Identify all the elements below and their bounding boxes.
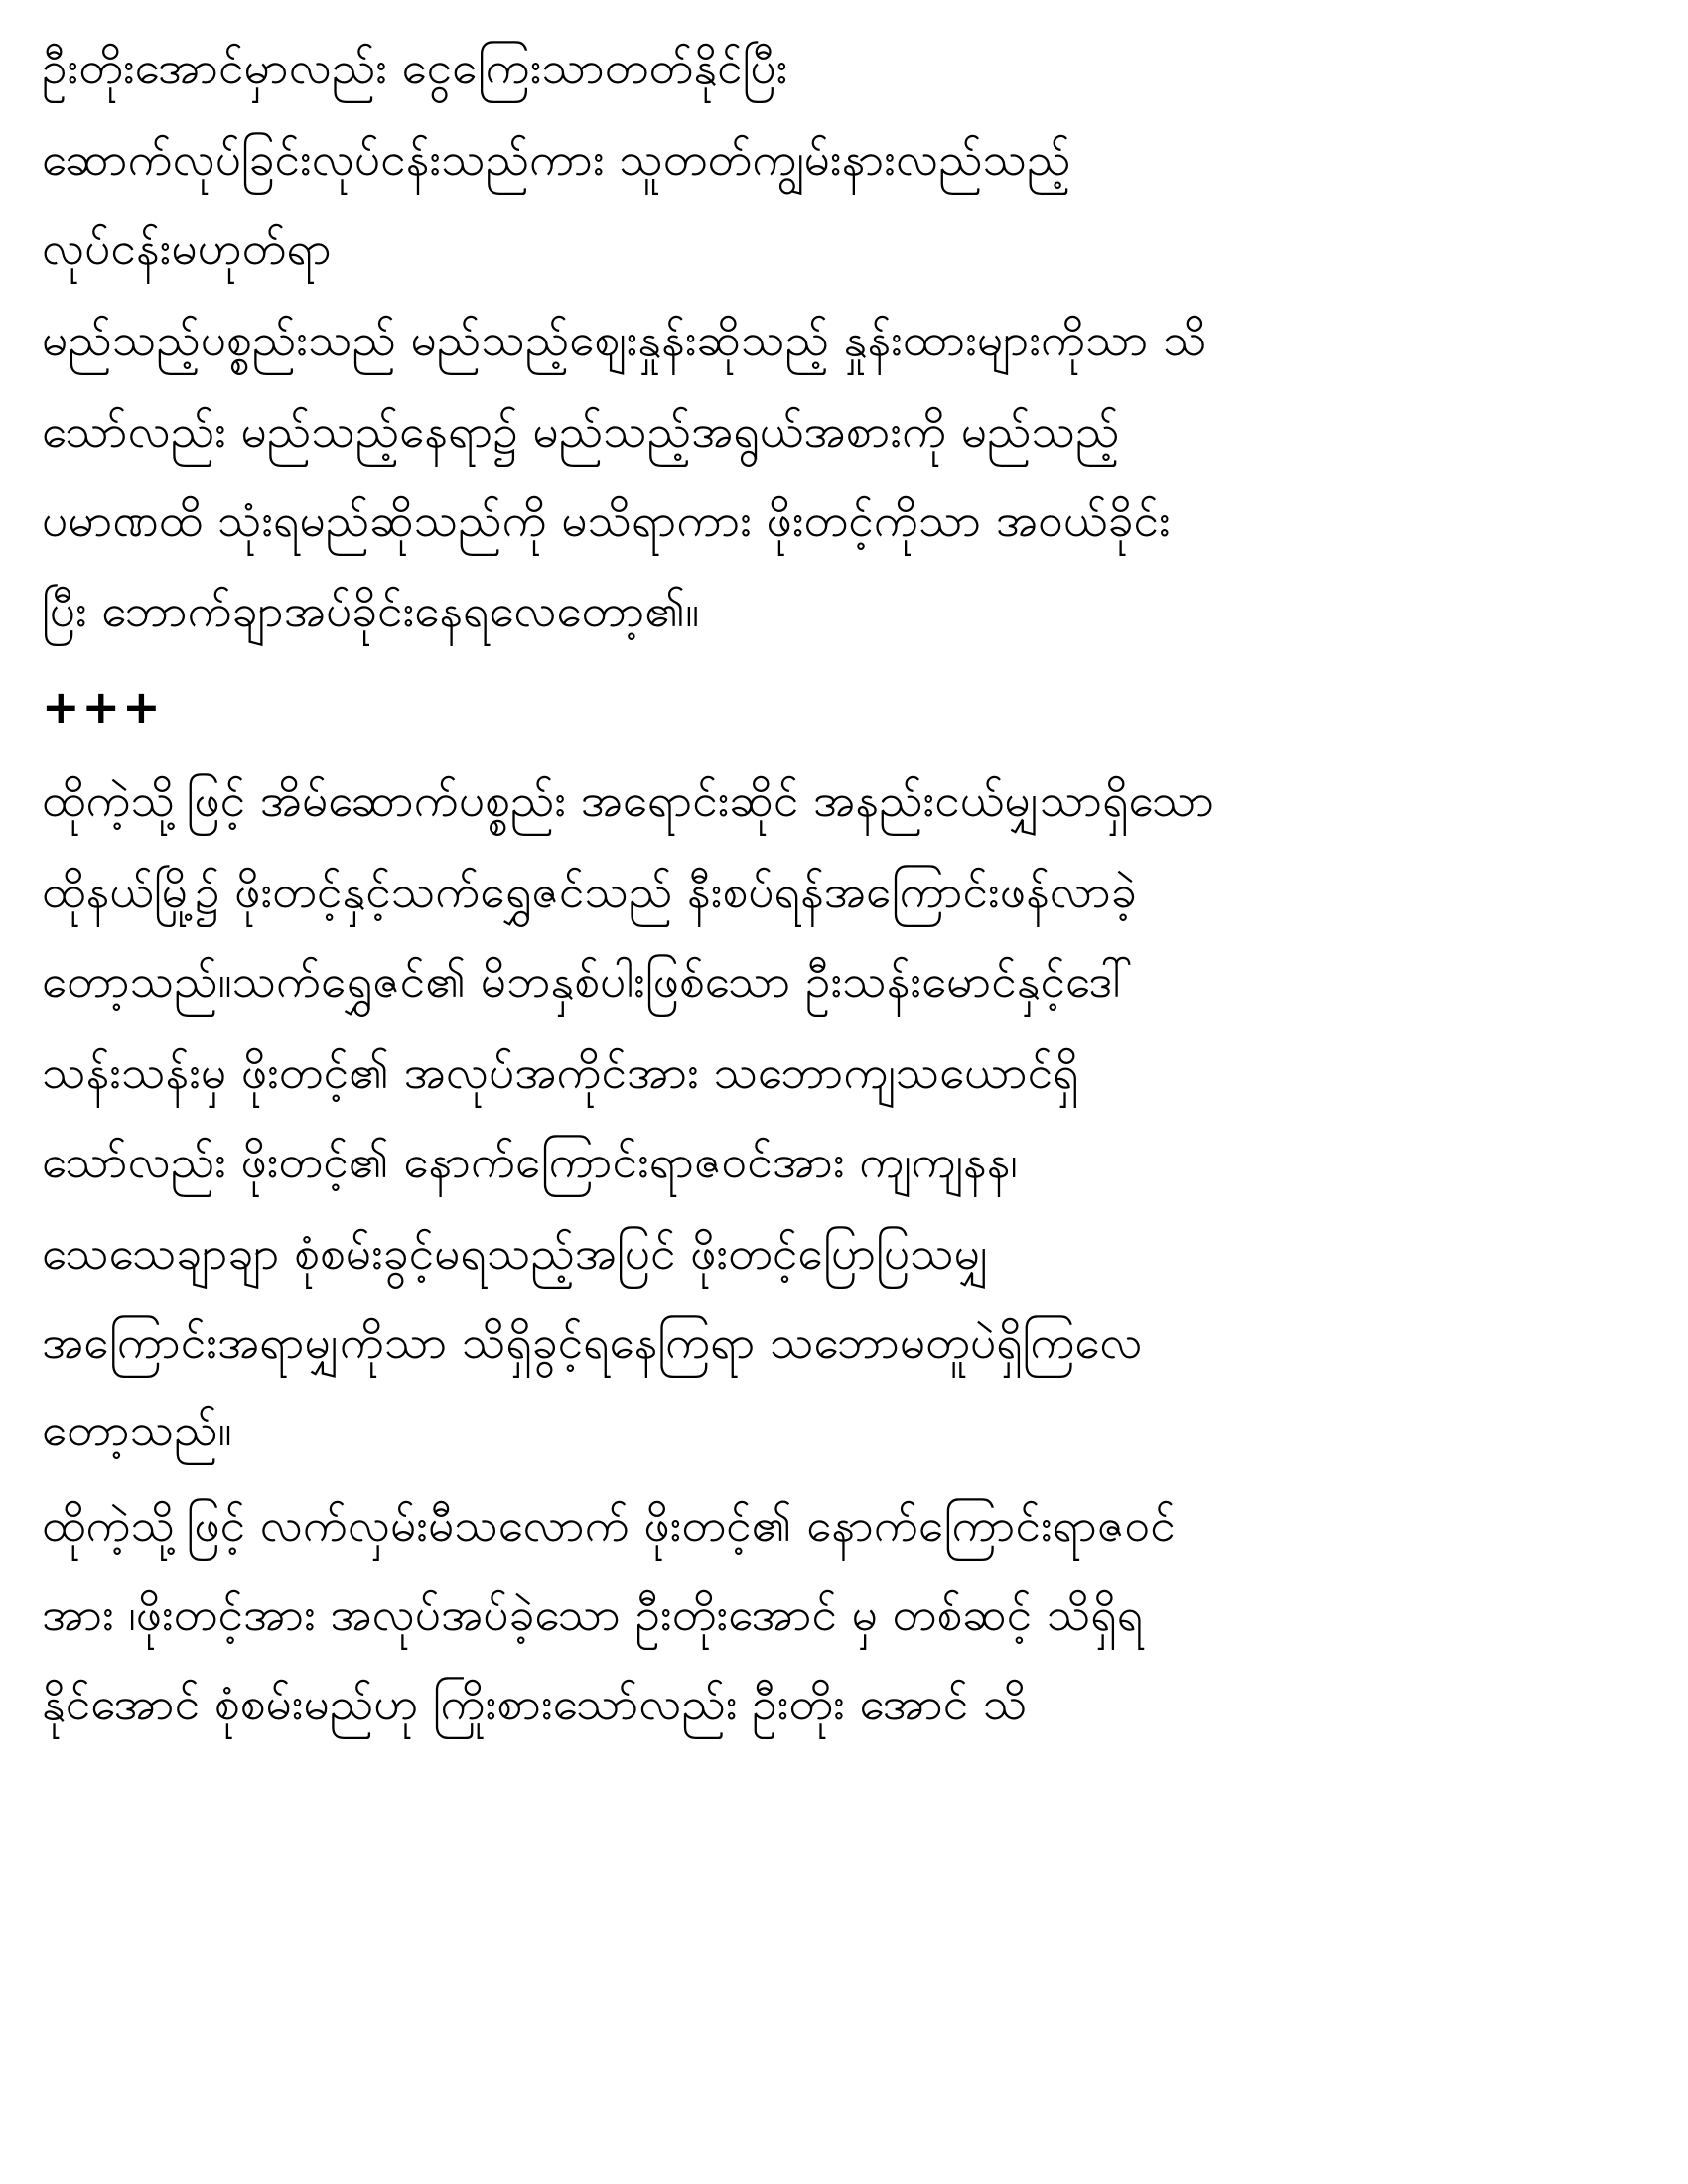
text-line-13: သော်လည်း ဖိုးတင့်၏ နောက်ကြောင်းရာဇ၀င်အား ကျကျနန၊ bbox=[42, 1135, 1018, 1188]
text-line-19: နိုင်အောင် စုံစမ်းမည်ဟု ကြိုးစားသော်လည်း ဦးတိုး အောင် သိ bbox=[42, 1677, 1028, 1730]
section-separator: +++ bbox=[42, 680, 163, 734]
text-line-2: ဆောက်လုပ်ခြင်းလုပ်ငန်းသည်ကား သူတတ်ကျွမ်းနားလည်သည့် bbox=[42, 132, 1071, 186]
text-line-6: ပမာဏထိ သုံးရမည်ဆိုသည်ကို မသိရာကား ဖိုးတင့်ကိုသာ အ၀ယ်ခိုင်း bbox=[42, 493, 1171, 547]
text-line-18: အား ၊ဖိုးတင့်အား အလုပ်အပ်ခဲ့သော ဦးတိုးအောင် မှ တစ်ဆင့် သိရှိရ bbox=[42, 1587, 1144, 1641]
text-line-12: သန်းသန်းမှ ဖိုးတင့်၏ အလုပ်အကိုင်အား သဘောကျသယောင်ရှိ bbox=[42, 1045, 1079, 1099]
text-line-9: ထိုကဲ့သို့ဖြင့် အိမ်ဆောက်ပစ္စည်း အရောင်းဆိုင် အနည်းငယ်မျှသာရှိသော bbox=[42, 773, 1215, 827]
text-line-10: ထိုနယ်မြို့၌ ဖိုးတင့်နှင့်သက်ရွှေဇင်သည် နီးစပ်ရန်အကြောင်းဖန်လာခဲ့ bbox=[42, 865, 1137, 918]
text-line-11: တော့သည်။သက်ရွှေဇင်၏ မိဘနှစ်ပါးဖြစ်သော ဦးသန်းမောင်နှင့်ဒေါ် bbox=[42, 954, 1133, 1008]
text-line-16: တော့သည်။ bbox=[42, 1403, 232, 1456]
text-line-7: ပြီး ဘောက်ချာအပ်ခိုင်းနေရလေတော့၏။ bbox=[42, 584, 700, 637]
text-line-15: အကြောင်းအရာမျှကိုသာ သိရှိခွင့်ရနေကြရာ သဘောမတူပဲရှိကြလေ bbox=[42, 1315, 1143, 1369]
text-line-5: သော်လည်း မည်သည့်နေရာ၌ မည်သည့်အရွယ်အစားကို မည်သည့် bbox=[42, 404, 1120, 458]
text-line-14: သေသေချာချာ စုံစမ်းခွင့်မရသည့်အပြင် ဖိုးတင့်ပြောပြသမျှ bbox=[42, 1226, 989, 1280]
text-line-3: လုပ်ငန်းမဟုတ်ရာ bbox=[42, 221, 332, 275]
text-line-4: မည်သည့်ပစ္စည်းသည် မည်သည့်ဈေးနှုန်းဆိုသည့် နှုန်းထားများကိုသာ သိ bbox=[42, 313, 1207, 366]
text-line-1: ဦးတိုးအောင်မှာလည်း ငွေကြေးသာတတ်နိုင်ပြီး bbox=[42, 41, 788, 94]
text-line-17: ထိုကဲ့သို့ဖြင့် လက်လှမ်းမီသလောက် ဖိုးတင့်၏ နောက်ကြောင်းရာဇ၀င် bbox=[42, 1498, 1176, 1552]
